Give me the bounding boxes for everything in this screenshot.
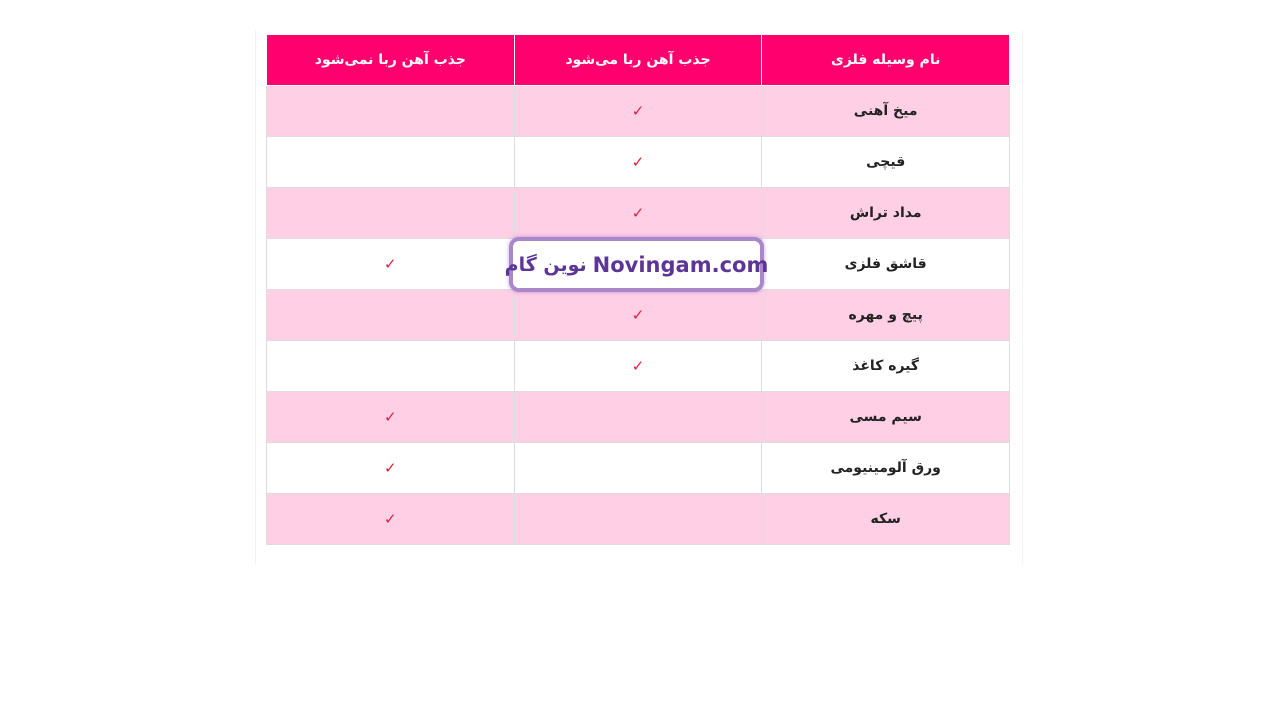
table-row bbox=[267, 188, 1010, 239]
check-mark-icon: ✓ bbox=[384, 459, 397, 477]
not-attracted-cell bbox=[267, 290, 515, 341]
attracted-cell bbox=[514, 86, 762, 137]
table-header-row bbox=[267, 35, 1010, 86]
not-attracted-cell bbox=[267, 137, 515, 188]
not-attracted-cell bbox=[267, 188, 515, 239]
table-row bbox=[267, 137, 1010, 188]
watermark-persian-text: نوین گام bbox=[504, 253, 587, 276]
check-mark-icon: ✓ bbox=[631, 357, 645, 375]
attracted-cell bbox=[514, 443, 762, 494]
object-name-cell: قاشق فلزی bbox=[762, 239, 1010, 290]
table-row bbox=[267, 86, 1010, 137]
not-attracted-cell bbox=[267, 239, 515, 290]
attracted-cell bbox=[514, 392, 762, 443]
not-attracted-cell bbox=[267, 392, 515, 443]
check-mark-icon: ✓ bbox=[631, 153, 645, 171]
table-row bbox=[267, 290, 1010, 341]
novingam-watermark-logo bbox=[504, 237, 769, 292]
object-name-cell: سکه bbox=[762, 494, 1010, 545]
check-mark-icon: ✓ bbox=[631, 306, 645, 324]
not-attracted-cell bbox=[267, 494, 515, 545]
object-name-cell: ورق آلومینیومی bbox=[762, 443, 1010, 494]
attracted-cell bbox=[514, 494, 762, 545]
check-mark-icon: ✓ bbox=[384, 408, 397, 426]
object-name-cell: گیره کاغذ bbox=[762, 341, 1010, 392]
object-name-cell: مداد تراش bbox=[762, 188, 1010, 239]
object-name-cell: میخ آهنی bbox=[762, 86, 1010, 137]
table-row bbox=[267, 443, 1010, 494]
watermark-latin-text: Novingam.com bbox=[592, 252, 769, 277]
check-mark-icon: ✓ bbox=[631, 204, 645, 222]
attracted-cell bbox=[514, 137, 762, 188]
not-attracted-cell bbox=[267, 86, 515, 137]
object-name-cell: پیچ و مهره bbox=[762, 290, 1010, 341]
table-row bbox=[267, 494, 1010, 545]
attracted-cell bbox=[514, 341, 762, 392]
header-not-attracted: جذب آهن ربا نمی‌شود bbox=[267, 35, 515, 86]
header-attracted: جذب آهن ربا می‌شود bbox=[514, 35, 762, 86]
table-row bbox=[267, 341, 1010, 392]
table-row bbox=[267, 392, 1010, 443]
attracted-cell bbox=[514, 188, 762, 239]
attracted-cell bbox=[514, 290, 762, 341]
header-object-name: نام وسیله فلزی bbox=[762, 35, 1010, 86]
check-mark-icon: ✓ bbox=[384, 510, 397, 528]
not-attracted-cell bbox=[267, 341, 515, 392]
check-mark-icon: ✓ bbox=[384, 255, 397, 273]
object-name-cell: سیم مسی bbox=[762, 392, 1010, 443]
check-mark-icon: ✓ bbox=[631, 102, 645, 120]
not-attracted-cell bbox=[267, 443, 515, 494]
object-name-cell: قیچی bbox=[762, 137, 1010, 188]
